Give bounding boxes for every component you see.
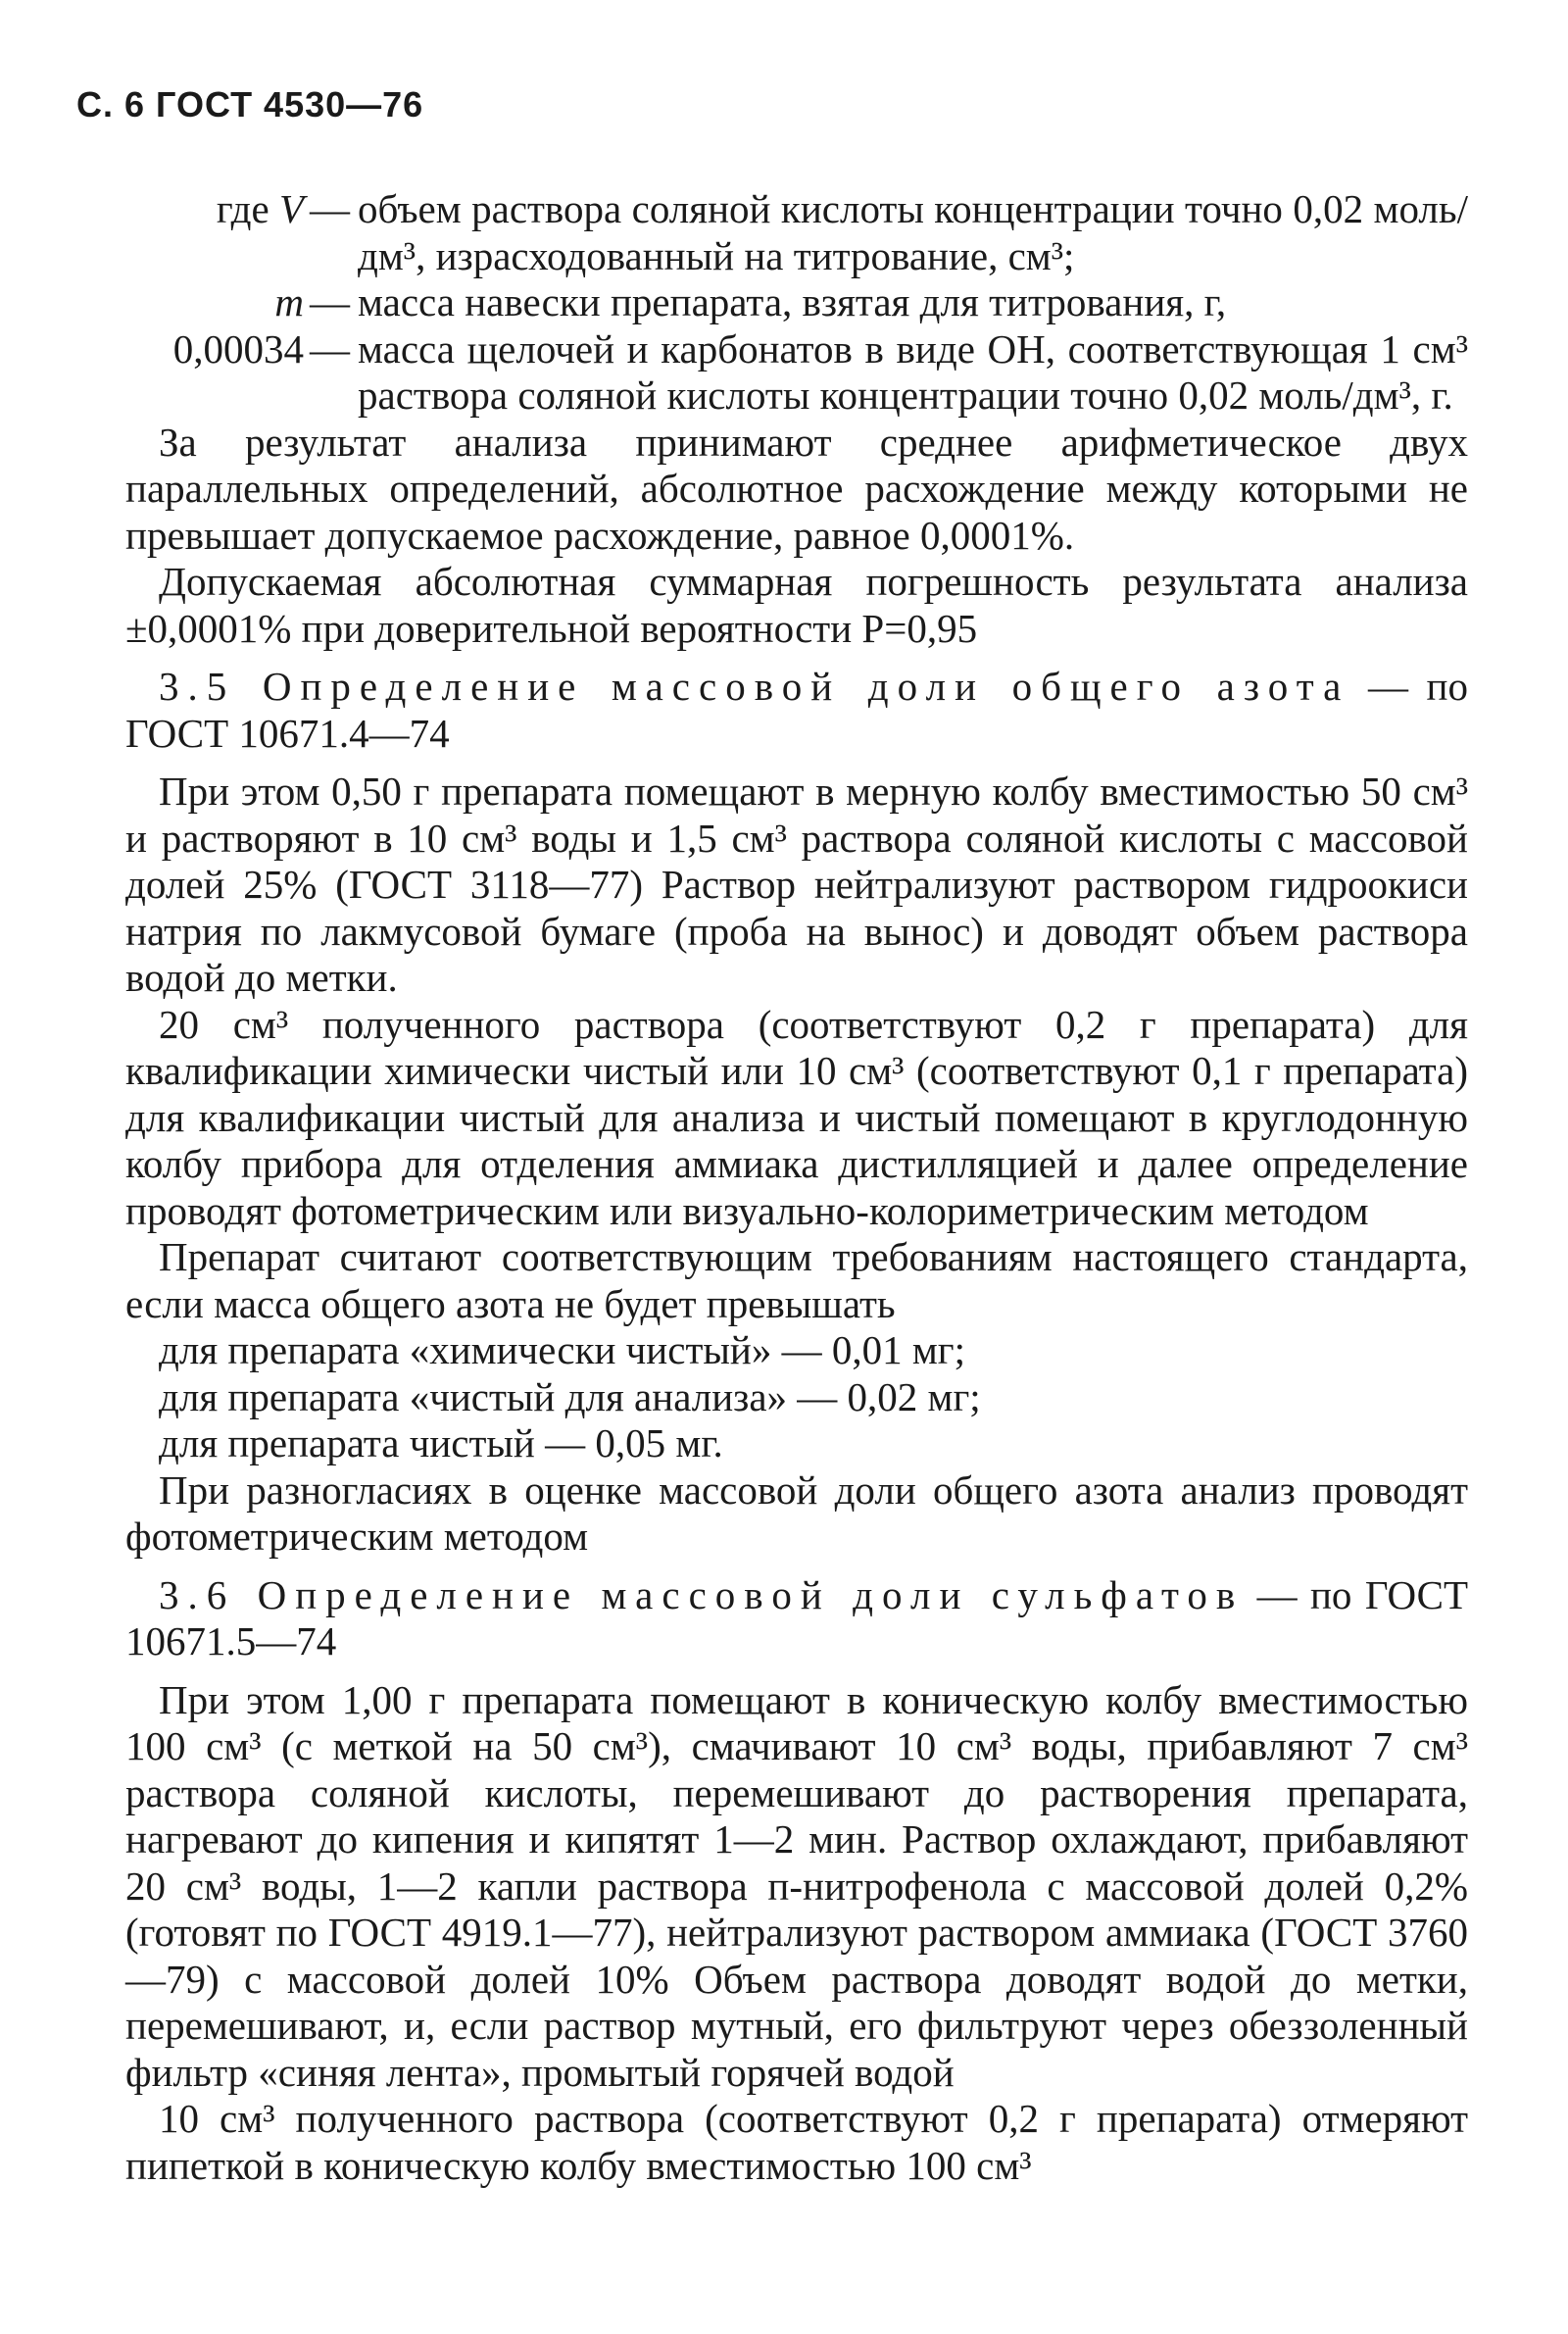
paragraph-disagreement: При разногласиях в оценке массовой доли общего азота анализ проводят фотометрическим методом: [125, 1466, 1468, 1559]
legend-term: [125, 326, 304, 373]
legend-item-constant: [125, 326, 1468, 420]
legend-item-m: [125, 279, 1468, 326]
section-heading-3-6: [125, 1572, 1468, 1665]
legend-description: масса навески препарата, взятая для титрования, г,: [358, 279, 1227, 324]
paragraph-procedure-sulfates: При этом 1,00 г препарата помещают в коническую колбу вместимостью 100 см³ (с меткой на 50 см³), смачивают 10 см³ воды, прибавляют 7 см³ раствора соляной кислоты, перемешивают до растворения препарата, нагревают до кипения и кипятят 1—2 мин. Раствор охлаждают, прибавляют 20 см³ воды, 1—2 капли раствора п-нитрофенола с массовой долей 0,2% (готовят по ГОСТ 4919.1—77), нейтрализуют раствором аммиака (ГОСТ 3760—79) с массовой долей 10% Объем раствора доводят водой до метки, перемешивают, и, если раствор мутный, его фильтруют через обеззоленный фильтр «синяя лента», промытый горячей водой: [125, 1676, 1468, 2095]
section-heading-title: 3.5 Определение массовой доли общего азота: [159, 664, 1350, 709]
legend-term: [125, 186, 304, 233]
document-body: [125, 186, 1468, 2189]
paragraph-procedure-nitrogen: При этом 0,50 г препарата помещают в мерную колбу вместимостью 50 см³ и растворяют в 10 см³ воды и 1,5 см³ раствора соляной кислоты с массовой долей 25% (ГОСТ 3118—77) Раствор нейтрализуют раствором гидроокиси натрия по лакмусовой бумаге (проба на вынос) и доводят объем раствора водой до метки.: [125, 769, 1468, 1000]
list-item: для препарата «чистый для анализа» — 0,02 мг;: [159, 1373, 981, 1419]
legend-symbol: m: [274, 279, 304, 324]
legend-dash: —: [310, 186, 350, 231]
legend-item-v: [125, 186, 1468, 279]
section-heading-reference: — по ГОСТ 10671.5—74: [125, 1571, 1468, 1664]
paragraph-result: За результат анализа принимают среднее арифметическое двух параллельных определений, абсолютное расхождение между которыми не превышает допускаемое расхождение, равное 0,0001%.: [125, 419, 1468, 558]
list-item: для препарата чистый — 0,05 мг.: [159, 1420, 723, 1465]
legend-dash: —: [310, 279, 350, 324]
legend-term: [125, 279, 304, 326]
formula-legend: [125, 186, 1468, 420]
limits-list: [125, 1327, 1468, 1467]
paragraph-aliquot-sulfates: 10 см³ полученного раствора (соответствуют 0,2 г препарата) отмеряют пипеткой в коническую колбу вместимостью 100 см³: [125, 2096, 1468, 2188]
legend-symbol: V: [278, 186, 304, 231]
legend-term-prefix: где: [216, 186, 279, 231]
section-heading-3-5: [125, 664, 1468, 757]
legend-term-prefix: 0,00034: [172, 325, 304, 372]
legend-description: объем раствора соляной кислоты концентрации точно 0,02 моль/дм³, израсходованный на титрование, см³;: [358, 186, 1468, 278]
legend-description: масса щелочей и карбонатов в виде ОН, соответствующая 1 см³ раствора соляной кислоты концентрации точно 0,02 моль/дм³, г.: [358, 325, 1468, 418]
section-heading-title: 3.6 Определение массовой доли сульфатов: [159, 1571, 1245, 1617]
paragraph-aliquot-nitrogen: 20 см³ полученного раствора (соответствуют 0,2 г препарата) для квалификации химически чистый или 10 см³ (соответствуют 0,1 г препарата) для квалификации чистый для анализа и чистый помещают в круглодонную колбу прибора для отделения аммиака дистилляцией и далее определение проводят фотометрическим или визуально-колориметрическим методом: [125, 1001, 1468, 1233]
paragraph-error: Допускаемая абсолютная суммарная погрешность результата анализа ±0,0001% при доверительной вероятности Р=0,95: [125, 559, 1468, 651]
running-head: С. 6 ГОСТ 4530—76: [76, 84, 424, 124]
paragraph-requirement: Препарат считают соответствующим требованиям настоящего стандарта, если масса общего азота не будет превышать: [125, 1234, 1468, 1326]
legend-dash: —: [310, 325, 350, 372]
list-item: для препарата «химически чистый» — 0,01 мг;: [159, 1327, 966, 1372]
section-heading-reference: — по ГОСТ 10671.4—74: [125, 664, 1468, 756]
